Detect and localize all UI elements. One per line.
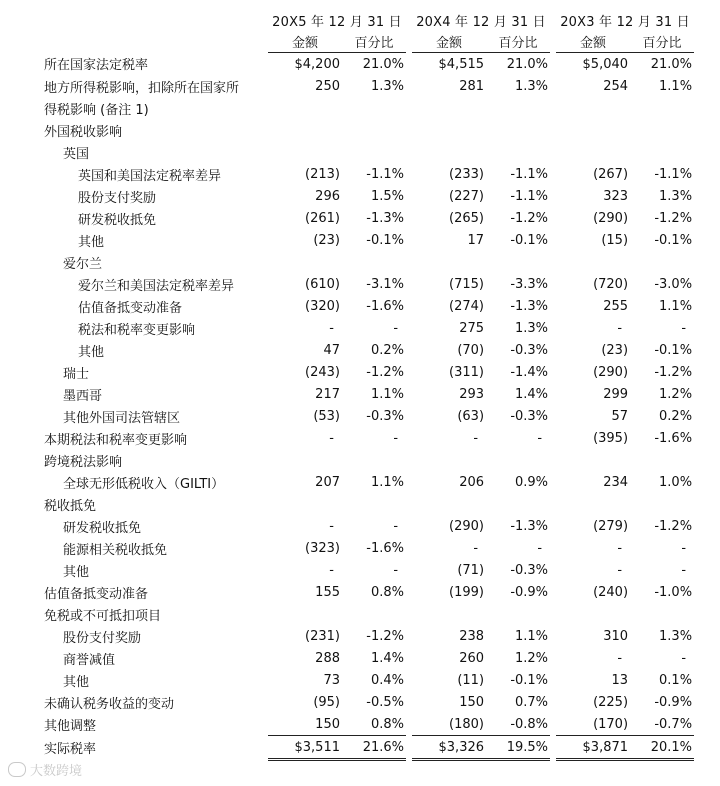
percent-cell: -1.2% (366, 628, 405, 644)
percent-cell: -1.6% (366, 540, 405, 556)
amount-cell (556, 141, 630, 163)
percent-header: 百分比 (342, 31, 406, 53)
percent-cell (342, 97, 406, 119)
table-row (44, 53, 694, 76)
percent-cell: -3.0% (654, 276, 693, 292)
row-label: 英国和美国法定税率差异 (78, 168, 222, 184)
table-row (44, 427, 694, 449)
amount-cell: (227) (449, 188, 485, 204)
percent-cell (486, 251, 550, 273)
percent-cell: - (393, 430, 399, 446)
percent-cell: 1.3% (659, 628, 693, 644)
percent-cell: - (393, 518, 399, 534)
percent-cell: -1.2% (366, 364, 405, 380)
row-label: 免税或不可抵扣项目 (44, 608, 162, 624)
row-label: 得税影响 (备注 1) (44, 102, 149, 118)
percent-cell (486, 97, 550, 119)
row-label: 所在国家法定税率 (44, 58, 149, 74)
amount-cell: 260 (459, 650, 485, 666)
row-label: 全球无形低税收入（GILTI） (63, 476, 225, 492)
row-label: 税法和税率变更影响 (78, 322, 196, 338)
amount-cell: (170) (593, 716, 629, 732)
amount-cell: - (617, 650, 623, 666)
amount-cell: 281 (459, 78, 485, 94)
table-row (44, 515, 694, 537)
percent-cell: -1.3% (510, 518, 549, 534)
table-row (44, 163, 694, 185)
row-label: 本期税法和税率变更影响 (44, 432, 188, 448)
percent-cell: 21.0% (362, 56, 405, 72)
percent-cell: -0.3% (510, 408, 549, 424)
percent-cell: - (537, 540, 543, 556)
percent-cell: -1.2% (654, 210, 693, 226)
percent-cell: -1.2% (654, 364, 693, 380)
percent-cell (486, 493, 550, 515)
percent-cell (630, 603, 694, 625)
percent-cell: 1.1% (659, 298, 693, 314)
amount-cell (268, 251, 342, 273)
amount-cell (556, 449, 630, 471)
percent-cell: -1.6% (654, 430, 693, 446)
percent-cell (342, 603, 406, 625)
table-row (44, 581, 694, 603)
amount-cell: (70) (457, 342, 485, 358)
amount-cell: (243) (305, 364, 340, 380)
period-header: 20X3 年 12 月 31 日 (560, 15, 690, 30)
amount-cell: (23) (601, 342, 629, 358)
amount-cell: 217 (315, 386, 340, 402)
percent-cell (342, 493, 406, 515)
amount-cell: 296 (315, 188, 340, 204)
row-label: 爱尔兰 (63, 256, 103, 272)
table-row (44, 493, 694, 515)
percent-cell: -0.9% (510, 584, 549, 600)
percent-cell (486, 603, 550, 625)
amount-cell: 275 (459, 320, 485, 336)
percent-cell: -0.8% (510, 716, 549, 732)
table-row (44, 251, 694, 273)
percent-cell (630, 141, 694, 163)
percent-cell: -0.7% (654, 716, 693, 732)
table-row (44, 383, 694, 405)
amount-cell: (15) (601, 232, 629, 248)
percent-cell (630, 251, 694, 273)
amount-cell (412, 141, 486, 163)
amount-cell: (225) (593, 694, 629, 710)
amount-cell (268, 97, 342, 119)
percent-cell: -0.3% (510, 342, 549, 358)
percent-cell: -0.1% (366, 232, 405, 248)
table-row (44, 339, 694, 361)
amount-cell: - (473, 540, 479, 556)
logo-icon (8, 762, 26, 777)
percent-cell: -0.1% (510, 672, 549, 688)
amount-cell (412, 493, 486, 515)
percent-cell: - (681, 562, 687, 578)
row-label: 能源相关税收抵免 (63, 542, 168, 558)
percent-cell: -1.2% (654, 518, 693, 534)
percent-cell: 0.7% (515, 694, 549, 710)
table-row (44, 119, 694, 141)
amount-cell: (290) (449, 518, 485, 534)
percent-cell: -1.4% (510, 364, 549, 380)
amount-cell: (290) (593, 364, 629, 380)
amount-cell: 299 (603, 386, 629, 402)
amount-cell: - (617, 320, 623, 336)
amount-cell: 250 (315, 78, 340, 94)
table-row (44, 229, 694, 251)
row-label: 其他外国司法管辖区 (63, 410, 181, 426)
percent-cell: 1.0% (659, 474, 693, 490)
amount-cell: 150 (459, 694, 485, 710)
row-label: 估值备抵变动准备 (78, 300, 183, 316)
amount-cell: 47 (323, 342, 340, 358)
percent-cell: -0.9% (654, 694, 693, 710)
amount-cell: 155 (315, 584, 340, 600)
percent-cell: 0.4% (370, 672, 405, 688)
percent-cell: 0.9% (515, 474, 549, 490)
amount-cell: (23) (313, 232, 340, 248)
percent-cell: 1.1% (515, 628, 549, 644)
amount-cell: (265) (449, 210, 485, 226)
percent-cell: 1.4% (515, 386, 549, 402)
watermark (8, 760, 82, 779)
row-label: 地方所得税影响，扣除所在国家所 (44, 80, 240, 96)
table-row (44, 361, 694, 383)
header-columns-row (44, 31, 694, 53)
percent-cell: - (393, 562, 399, 578)
percent-cell: 0.1% (659, 672, 693, 688)
amount-cell: 206 (459, 474, 485, 490)
row-label: 研发税收抵免 (78, 212, 157, 228)
table-row (44, 471, 694, 493)
row-label: 瑞士 (63, 366, 90, 382)
percent-cell: -0.1% (654, 232, 693, 248)
row-label: 墨西哥 (63, 388, 103, 404)
row-label: 未确认税务收益的变动 (44, 696, 175, 712)
amount-cell (556, 251, 630, 273)
amount-cell: (395) (593, 430, 629, 446)
percent-cell: 1.4% (370, 650, 405, 666)
row-label: 其他 (63, 564, 90, 580)
table-row (44, 559, 694, 581)
amount-cell: (240) (593, 584, 629, 600)
amount-cell: $5,040 (582, 56, 629, 72)
amount-cell (412, 603, 486, 625)
percent-cell: 0.8% (370, 584, 405, 600)
amount-cell: (199) (449, 584, 485, 600)
header-periods-row (44, 10, 694, 31)
percent-cell: 1.3% (370, 78, 405, 94)
percent-cell: -1.3% (510, 298, 549, 314)
percent-cell: 1.3% (515, 320, 549, 336)
amount-cell: - (329, 518, 334, 534)
percent-cell (486, 119, 550, 141)
percent-cell: - (681, 320, 687, 336)
amount-cell: 73 (323, 672, 340, 688)
amount-cell: (233) (449, 166, 485, 182)
period-header: 20X4 年 12 月 31 日 (416, 15, 546, 30)
amount-cell: 323 (603, 188, 629, 204)
amount-cell: (610) (305, 276, 340, 292)
percent-cell: -0.1% (510, 232, 549, 248)
amount-cell: (11) (457, 672, 485, 688)
percent-cell: -0.1% (654, 342, 693, 358)
amount-cell: (311) (449, 364, 485, 380)
percent-cell: 0.2% (370, 342, 405, 358)
table-row (44, 273, 694, 295)
percent-cell: -3.1% (366, 276, 405, 292)
amount-cell (412, 97, 486, 119)
total-row (44, 736, 694, 760)
table-row (44, 537, 694, 559)
table-row (44, 691, 694, 713)
amount-cell: (213) (305, 166, 340, 182)
amount-cell: 207 (315, 474, 340, 490)
row-label: 股份支付奖励 (78, 190, 157, 206)
percent-cell (342, 141, 406, 163)
percent-cell (630, 97, 694, 119)
amount-cell: (95) (313, 694, 340, 710)
amount-cell: (53) (313, 408, 340, 424)
percent-cell: 0.2% (659, 408, 693, 424)
table-row (44, 669, 694, 691)
row-label: 其他调整 (44, 718, 97, 734)
percent-cell: 1.1% (370, 474, 405, 490)
amount-cell: 234 (603, 474, 629, 490)
amount-cell: - (329, 430, 334, 446)
amount-cell (556, 119, 630, 141)
percent-cell: -1.1% (510, 166, 549, 182)
table-row (44, 185, 694, 207)
percent-cell (630, 449, 694, 471)
percent-cell: 1.5% (370, 188, 405, 204)
table-row (44, 141, 694, 163)
amount-cell: 17 (467, 232, 485, 248)
amount-cell (556, 97, 630, 119)
amount-cell: $4,200 (294, 56, 340, 72)
percent-cell: 1.3% (515, 78, 549, 94)
row-label: 估值备抵变动准备 (44, 586, 149, 602)
amount-cell: 57 (611, 408, 629, 424)
amount-header: 金额 (268, 31, 342, 53)
percent-cell: 20.1% (630, 736, 694, 760)
table-row (44, 647, 694, 669)
percent-cell: -1.2% (510, 210, 549, 226)
percent-cell (342, 119, 406, 141)
row-label: 股份支付奖励 (63, 630, 142, 646)
percent-cell: -1.1% (366, 166, 405, 182)
watermark-text: 大数跨境 (30, 764, 83, 779)
amount-cell (268, 603, 342, 625)
percent-cell: 1.2% (515, 650, 549, 666)
row-label: 其他 (78, 234, 105, 250)
amount-cell (268, 493, 342, 515)
percent-cell: -0.3% (366, 408, 405, 424)
table-row (44, 97, 694, 119)
amount-cell: - (473, 430, 479, 446)
amount-cell: (715) (449, 276, 485, 292)
percent-cell (630, 493, 694, 515)
percent-cell: -3.3% (510, 276, 549, 292)
percent-cell (486, 449, 550, 471)
row-label: 税收抵免 (44, 498, 97, 514)
percent-cell: 19.5% (486, 736, 550, 760)
amount-cell: (180) (449, 716, 485, 732)
tax-rate-reconciliation-table (44, 10, 694, 761)
amount-cell: - (329, 320, 334, 336)
table-row (44, 713, 694, 736)
percent-cell: 1.2% (659, 386, 693, 402)
row-label: 英国 (63, 146, 90, 162)
table-row (44, 625, 694, 647)
percent-cell: -0.5% (366, 694, 405, 710)
row-label: 外国税收影响 (44, 124, 123, 140)
amount-cell (268, 449, 342, 471)
amount-cell: (323) (305, 540, 340, 556)
percent-cell: 0.8% (370, 716, 405, 732)
amount-cell (412, 449, 486, 471)
row-label: 爱尔兰和美国法定税率差异 (78, 278, 235, 294)
amount-cell (268, 141, 342, 163)
amount-cell: (71) (457, 562, 485, 578)
percent-cell (486, 141, 550, 163)
table-body (44, 53, 694, 760)
row-label: 其他 (63, 674, 90, 690)
table-row (44, 449, 694, 471)
amount-cell (556, 603, 630, 625)
amount-cell: 13 (611, 672, 629, 688)
percent-cell: - (681, 650, 687, 666)
table-row (44, 405, 694, 427)
row-label: 研发税收抵免 (63, 520, 142, 536)
percent-cell: 21.0% (506, 56, 549, 72)
percent-cell: - (537, 430, 543, 446)
percent-cell: 1.1% (370, 386, 405, 402)
percent-cell: - (393, 320, 399, 336)
table-row (44, 207, 694, 229)
amount-cell: 255 (603, 298, 629, 314)
amount-cell: (231) (305, 628, 340, 644)
amount-cell: (261) (305, 210, 340, 226)
amount-cell: 288 (315, 650, 340, 666)
percent-cell: 1.1% (659, 78, 693, 94)
amount-header: 金额 (412, 31, 486, 53)
row-label: 其他 (78, 344, 105, 360)
amount-header: 金额 (556, 31, 630, 53)
amount-cell: 150 (315, 716, 340, 732)
amount-cell: - (617, 540, 623, 556)
amount-cell: - (329, 562, 334, 578)
percent-cell: -0.3% (510, 562, 549, 578)
amount-cell: (320) (305, 298, 340, 314)
percent-cell: 21.0% (650, 56, 693, 72)
amount-cell: 293 (459, 386, 485, 402)
table-row (44, 317, 694, 339)
amount-cell: (290) (593, 210, 629, 226)
percent-cell (342, 449, 406, 471)
amount-cell: $4,515 (438, 56, 485, 72)
amount-cell: (63) (457, 408, 485, 424)
amount-cell: $3,511 (268, 736, 342, 760)
row-label: 商誉减值 (63, 652, 116, 668)
percent-cell: 21.6% (342, 736, 406, 760)
percent-cell: -1.1% (654, 166, 693, 182)
percent-cell (630, 119, 694, 141)
percent-header: 百分比 (630, 31, 694, 53)
percent-cell: -1.3% (366, 210, 405, 226)
percent-header: 百分比 (486, 31, 550, 53)
percent-cell (342, 251, 406, 273)
amount-cell: (279) (593, 518, 629, 534)
percent-cell: -1.1% (510, 188, 549, 204)
row-label: 实际税率 (44, 742, 97, 757)
amount-cell: - (617, 562, 623, 578)
row-label: 跨境税法影响 (44, 454, 123, 470)
table-row (44, 75, 694, 97)
amount-cell: 310 (603, 628, 629, 644)
amount-cell: (274) (449, 298, 485, 314)
amount-cell: 238 (459, 628, 485, 644)
amount-cell: $3,326 (412, 736, 486, 760)
percent-cell: 1.3% (659, 188, 693, 204)
table-row (44, 295, 694, 317)
amount-cell (556, 493, 630, 515)
percent-cell: - (681, 540, 687, 556)
amount-cell (412, 119, 486, 141)
amount-cell: (267) (593, 166, 629, 182)
percent-cell: -1.0% (654, 584, 693, 600)
table-row (44, 603, 694, 625)
amount-cell: 254 (603, 78, 629, 94)
amount-cell (268, 119, 342, 141)
amount-cell: (720) (593, 276, 629, 292)
amount-cell: $3,871 (556, 736, 630, 760)
percent-cell: -1.6% (366, 298, 405, 314)
period-header: 20X5 年 12 月 31 日 (272, 15, 402, 30)
amount-cell (412, 251, 486, 273)
